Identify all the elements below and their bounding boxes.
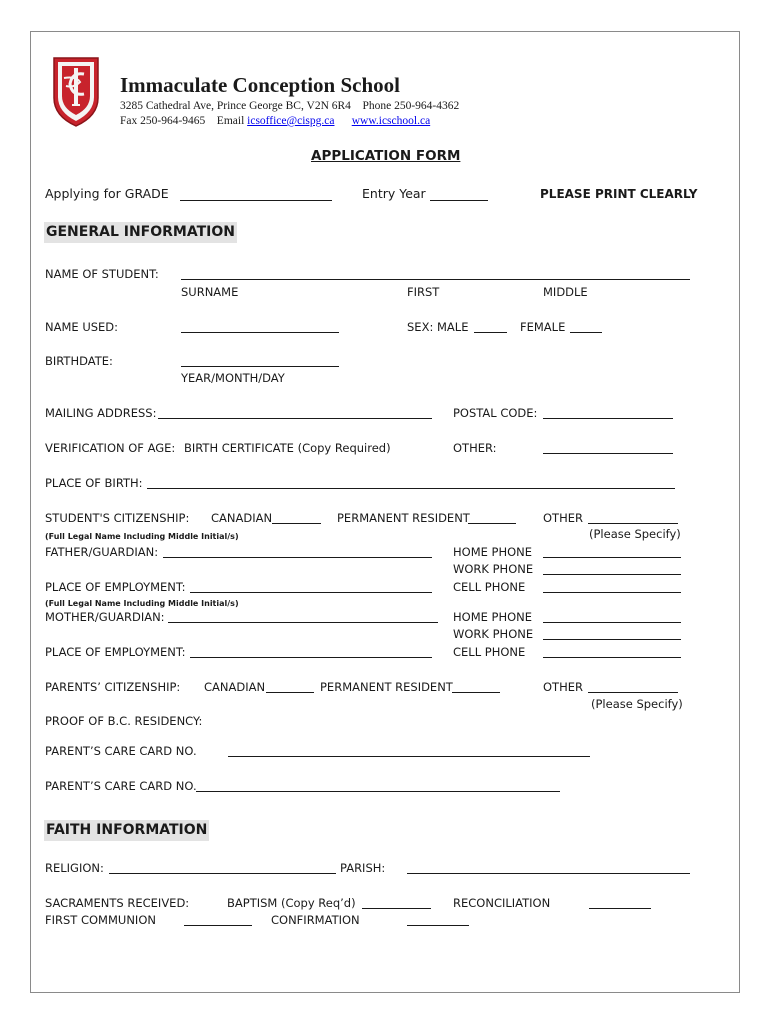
- entry-year-label: Entry Year: [362, 186, 426, 201]
- student-canadian-field[interactable]: [272, 512, 321, 524]
- father-cell-phone-field[interactable]: [543, 581, 681, 593]
- middle-label: MIDDLE: [543, 285, 588, 299]
- school-phone: Phone 250-964-4362: [362, 100, 460, 112]
- school-crest-logo: [50, 54, 102, 128]
- father-work-phone-field[interactable]: [543, 563, 681, 575]
- parish-field[interactable]: [407, 862, 690, 874]
- first-communion-field[interactable]: [184, 914, 252, 926]
- student-pr-field[interactable]: [468, 512, 516, 524]
- first-communion-label: FIRST COMMUNION: [45, 913, 156, 927]
- mother-home-phone-label: HOME PHONE: [453, 610, 533, 624]
- birthdate-label: BIRTHDATE:: [45, 354, 113, 368]
- confirmation-field[interactable]: [407, 914, 469, 926]
- father-employment-label: PLACE OF EMPLOYMENT:: [45, 580, 186, 594]
- mother-employment-label: PLACE OF EMPLOYMENT:: [45, 645, 186, 659]
- parents-other-field[interactable]: [588, 681, 678, 693]
- father-work-phone-label: WORK PHONE: [453, 562, 534, 576]
- ymd-label: YEAR/MONTH/DAY: [181, 371, 285, 385]
- father-cell-phone-label: CELL PHONE: [453, 580, 526, 594]
- care-card-field-2[interactable]: [196, 780, 560, 792]
- mother-employment-field[interactable]: [190, 646, 432, 658]
- student-pr-label: PERMANENT RESIDENT: [337, 511, 470, 525]
- parents-canadian-label: CANADIAN: [204, 680, 266, 694]
- parish-label: PARISH:: [340, 861, 386, 875]
- sacraments-label: SACRAMENTS RECEIVED:: [45, 896, 190, 910]
- mailing-address-field[interactable]: [158, 407, 432, 419]
- applying-grade-label: Applying for GRADE: [45, 186, 169, 201]
- mother-work-phone-field[interactable]: [543, 628, 681, 640]
- student-please-specify: (Please Specify): [589, 527, 681, 541]
- student-other-field[interactable]: [588, 512, 678, 524]
- parents-pr-field[interactable]: [452, 681, 500, 693]
- school-address: 3285 Cathedral Ave, Prince George BC, V2N 6R4 Phone 250-964-4362: [120, 100, 460, 112]
- mailing-address-label: MAILING ADDRESS:: [45, 406, 157, 420]
- confirmation-label: CONFIRMATION: [271, 913, 360, 927]
- name-used-label: NAME USED:: [45, 320, 119, 334]
- email-link[interactable]: icsoffice@cispg.ca: [247, 115, 335, 127]
- religion-field[interactable]: [109, 862, 336, 874]
- postal-code-field[interactable]: [543, 407, 673, 419]
- mother-home-phone-field[interactable]: [543, 611, 681, 623]
- birth-certificate-label: BIRTH CERTIFICATE (Copy Required): [184, 441, 391, 455]
- print-clearly-note: PLEASE PRINT CLEARLY: [540, 187, 698, 201]
- student-name-field[interactable]: [181, 268, 690, 280]
- website-link[interactable]: www.icschool.ca: [351, 115, 431, 127]
- name-used-field[interactable]: [181, 321, 339, 333]
- postal-code-label: POSTAL CODE:: [453, 406, 538, 420]
- school-fax: Fax 250-964-9465: [120, 115, 206, 127]
- mother-work-phone-label: WORK PHONE: [453, 627, 534, 641]
- mother-guardian-label: MOTHER/GUARDIAN:: [45, 610, 165, 624]
- religion-label: RELIGION:: [45, 861, 104, 875]
- place-of-birth-label: PLACE OF BIRTH:: [45, 476, 143, 490]
- reconciliation-field[interactable]: [589, 897, 651, 909]
- entry-year-field[interactable]: [430, 189, 488, 201]
- students-citizenship-label: STUDENT'S CITIZENSHIP:: [45, 511, 190, 525]
- father-home-phone-label: HOME PHONE: [453, 545, 533, 559]
- father-guardian-label: FATHER/GUARDIAN:: [45, 545, 159, 559]
- student-canadian-label: CANADIAN: [211, 511, 273, 525]
- name-of-student-label: NAME OF STUDENT:: [45, 267, 159, 281]
- care-card-label-1: PARENT’S CARE CARD NO.: [45, 744, 197, 758]
- male-field[interactable]: [474, 321, 507, 333]
- legal-name-note-2: (Full Legal Name Including Middle Initial/s): [45, 599, 239, 608]
- school-contact: Fax 250-964-9465 Email icsoffice@cispg.ca www.icschool.ca: [120, 115, 431, 127]
- care-card-field-1[interactable]: [228, 745, 590, 757]
- school-name: Immaculate Conception School: [120, 73, 400, 97]
- father-employment-field[interactable]: [190, 581, 432, 593]
- surname-label: SURNAME: [181, 285, 239, 299]
- legal-name-note-1: (Full Legal Name Including Middle Initial/s): [45, 532, 239, 541]
- parents-citizenship-label: PARENTS’ CITIZENSHIP:: [45, 680, 181, 694]
- mother-cell-phone-label: CELL PHONE: [453, 645, 526, 659]
- sex-label: SEX:: [407, 320, 434, 334]
- reconciliation-label: RECONCILIATION: [453, 896, 551, 910]
- general-information-heading: GENERAL INFORMATION: [44, 222, 237, 243]
- verification-label: VERIFICATION OF AGE:: [45, 441, 176, 455]
- parents-pr-label: PERMANENT RESIDENT: [320, 680, 453, 694]
- student-other-label: OTHER: [543, 511, 583, 525]
- place-of-birth-field[interactable]: [147, 477, 675, 489]
- proof-residency-label: PROOF OF B.C. RESIDENCY:: [45, 714, 203, 728]
- grade-field[interactable]: [180, 189, 332, 201]
- female-field[interactable]: [570, 321, 602, 333]
- mother-cell-phone-field[interactable]: [543, 646, 681, 658]
- father-guardian-field[interactable]: [163, 546, 432, 558]
- parents-please-specify: (Please Specify): [591, 697, 683, 711]
- first-label: FIRST: [407, 285, 440, 299]
- male-label: MALE: [437, 320, 469, 334]
- parents-other-label: OTHER: [543, 680, 583, 694]
- birthdate-field[interactable]: [181, 355, 339, 367]
- mother-guardian-field[interactable]: [168, 611, 438, 623]
- form-title: APPLICATION FORM: [311, 148, 461, 164]
- verification-other-field[interactable]: [543, 442, 673, 454]
- baptism-label: BAPTISM (Copy Req’d): [227, 896, 356, 910]
- faith-information-heading: FAITH INFORMATION: [44, 820, 209, 841]
- baptism-field[interactable]: [362, 897, 431, 909]
- verification-other-label: OTHER:: [453, 441, 497, 455]
- female-label: FEMALE: [520, 320, 566, 334]
- care-card-label-2: PARENT’S CARE CARD NO.: [45, 779, 197, 793]
- parents-canadian-field[interactable]: [266, 681, 314, 693]
- father-home-phone-field[interactable]: [543, 546, 681, 558]
